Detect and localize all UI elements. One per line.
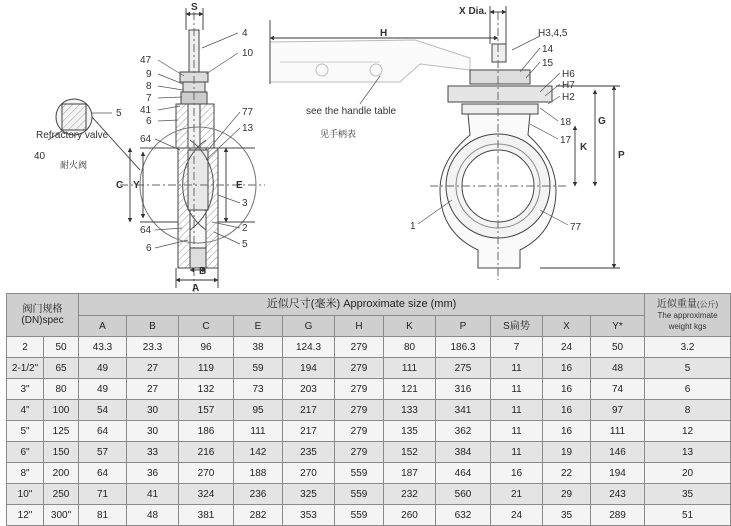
column-header: S扁势 bbox=[491, 316, 543, 337]
column-header: E bbox=[234, 316, 283, 337]
dim-label-h345: H3,4,5 bbox=[538, 28, 568, 39]
table-cell: 35 bbox=[543, 505, 591, 526]
part-5-top: 5 bbox=[116, 108, 122, 119]
table-row bbox=[7, 484, 731, 505]
column-header: A bbox=[79, 316, 127, 337]
table-cell: 125 bbox=[44, 421, 79, 442]
table-cell: 4" bbox=[7, 400, 44, 421]
table-cell: 217 bbox=[283, 400, 335, 421]
part-13: 13 bbox=[242, 123, 254, 134]
table-cell: 11 bbox=[491, 421, 543, 442]
dim-label-k: K bbox=[580, 142, 588, 153]
front-view bbox=[270, 12, 566, 280]
table-cell: 49 bbox=[79, 358, 127, 379]
table-cell: 49 bbox=[79, 379, 127, 400]
part-3: 3 bbox=[242, 198, 248, 209]
weight-unit-cn: (公斤) bbox=[696, 299, 719, 309]
table-cell: 232 bbox=[384, 484, 436, 505]
table-cell: 16 bbox=[543, 358, 591, 379]
column-header-row bbox=[7, 316, 731, 337]
table-cell: 43.3 bbox=[79, 337, 127, 358]
table-cell: 6 bbox=[645, 379, 731, 400]
table-cell: 203 bbox=[283, 379, 335, 400]
table-cell: 73 bbox=[234, 379, 283, 400]
table-cell: 121 bbox=[384, 379, 436, 400]
table-cell: 300" bbox=[44, 505, 79, 526]
column-header: Y* bbox=[591, 316, 645, 337]
table-cell: 33 bbox=[127, 442, 179, 463]
table-cell: 111 bbox=[591, 421, 645, 442]
table-cell: 71 bbox=[79, 484, 127, 505]
table-cell: 12" bbox=[7, 505, 44, 526]
table-cell: 21 bbox=[491, 484, 543, 505]
table-cell: 27 bbox=[127, 358, 179, 379]
table-cell: 11 bbox=[491, 442, 543, 463]
table-cell: 8" bbox=[7, 463, 44, 484]
table-cell: 235 bbox=[283, 442, 335, 463]
table-cell: 325 bbox=[283, 484, 335, 505]
spec-header-cn: 阀门规格 bbox=[22, 304, 63, 315]
dims-header-en: Approximate size (mm) bbox=[343, 298, 457, 310]
table-cell: 216 bbox=[179, 442, 234, 463]
table-cell: 16 bbox=[543, 400, 591, 421]
part-6-bottom: 6 bbox=[146, 243, 152, 254]
table-cell: 16 bbox=[543, 421, 591, 442]
table-cell: 38 bbox=[234, 337, 283, 358]
refractory-label-en: Refractory valve bbox=[36, 130, 109, 141]
table-cell: 243 bbox=[591, 484, 645, 505]
table-cell: 7 bbox=[491, 337, 543, 358]
table-cell: 54 bbox=[79, 400, 127, 421]
table-cell: 35 bbox=[645, 484, 731, 505]
table-cell: 16 bbox=[491, 463, 543, 484]
part-40: 40 bbox=[34, 151, 46, 162]
table-cell: 188 bbox=[234, 463, 283, 484]
table-cell: 194 bbox=[591, 463, 645, 484]
table-row bbox=[7, 421, 731, 442]
refractory-label-cn: 耐火阀 bbox=[60, 160, 88, 170]
table-cell: 24 bbox=[543, 337, 591, 358]
part-4: 4 bbox=[242, 28, 248, 39]
table-cell: 5" bbox=[7, 421, 44, 442]
table-cell: 152 bbox=[384, 442, 436, 463]
table-cell: 217 bbox=[283, 421, 335, 442]
table-cell: 324 bbox=[179, 484, 234, 505]
dim-label-s: S bbox=[191, 2, 198, 13]
table-cell: 12 bbox=[645, 421, 731, 442]
part-h7: H7 bbox=[562, 80, 575, 91]
table-cell: 27 bbox=[127, 379, 179, 400]
part-14: 14 bbox=[542, 44, 554, 55]
table-cell: 5 bbox=[645, 358, 731, 379]
table-cell: 20 bbox=[645, 463, 731, 484]
part-47: 47 bbox=[140, 55, 152, 66]
table-cell: 10" bbox=[7, 484, 44, 505]
table-cell: 146 bbox=[591, 442, 645, 463]
dim-label-y: Y bbox=[133, 180, 140, 191]
part-h2: H2 bbox=[562, 92, 575, 103]
table-cell: 23.3 bbox=[127, 337, 179, 358]
table-cell: 65 bbox=[44, 358, 79, 379]
part-h6: H6 bbox=[562, 69, 575, 80]
table-cell: 362 bbox=[436, 421, 491, 442]
table-cell: 279 bbox=[335, 379, 384, 400]
table-cell: 132 bbox=[179, 379, 234, 400]
table-row bbox=[7, 505, 731, 526]
table-cell: 2 bbox=[7, 337, 44, 358]
table-cell: 24 bbox=[491, 505, 543, 526]
part-2: 2 bbox=[242, 223, 248, 234]
table-cell: 74 bbox=[591, 379, 645, 400]
part-8: 8 bbox=[146, 81, 152, 92]
table-cell: 200 bbox=[44, 463, 79, 484]
table-cell: 279 bbox=[335, 421, 384, 442]
table-cell: 289 bbox=[591, 505, 645, 526]
table-cell: 11 bbox=[491, 379, 543, 400]
table-row bbox=[7, 379, 731, 400]
table-cell: 50 bbox=[44, 337, 79, 358]
table-cell: 270 bbox=[179, 463, 234, 484]
part-77: 77 bbox=[242, 107, 254, 118]
dims-header-cn: 近似尺寸(毫米) bbox=[266, 298, 341, 310]
table-cell: 41 bbox=[127, 484, 179, 505]
table-cell: 279 bbox=[335, 442, 384, 463]
table-cell: 57 bbox=[79, 442, 127, 463]
table-cell: 50 bbox=[591, 337, 645, 358]
table-cell: 194 bbox=[283, 358, 335, 379]
table-cell: 96 bbox=[179, 337, 234, 358]
table-cell: 30 bbox=[127, 421, 179, 442]
part-10: 10 bbox=[242, 48, 254, 59]
part-17: 17 bbox=[560, 135, 572, 146]
table-cell: 236 bbox=[234, 484, 283, 505]
table-cell: 632 bbox=[436, 505, 491, 526]
table-cell: 3" bbox=[7, 379, 44, 400]
column-header: B bbox=[127, 316, 179, 337]
table-cell: 133 bbox=[384, 400, 436, 421]
table-cell: 464 bbox=[436, 463, 491, 484]
table-cell: 13 bbox=[645, 442, 731, 463]
column-header: G bbox=[283, 316, 335, 337]
table-cell: 8 bbox=[645, 400, 731, 421]
table-cell: 11 bbox=[491, 400, 543, 421]
part-5-bottom: 5 bbox=[242, 239, 248, 250]
table-row bbox=[7, 442, 731, 463]
column-header: K bbox=[384, 316, 436, 337]
handle-note-en: see the handle table bbox=[306, 106, 397, 117]
table-cell: 30 bbox=[127, 400, 179, 421]
table-cell: 59 bbox=[234, 358, 283, 379]
table-body bbox=[7, 337, 731, 526]
part-64-top: 64 bbox=[140, 134, 152, 145]
table-cell: 22 bbox=[543, 463, 591, 484]
dim-label-c: C bbox=[116, 180, 124, 191]
dim-label-p: P bbox=[618, 150, 625, 161]
table-cell: 384 bbox=[436, 442, 491, 463]
table-cell: 81 bbox=[79, 505, 127, 526]
table-cell: 316 bbox=[436, 379, 491, 400]
weight-header-en: The approximate weight kgs bbox=[657, 310, 718, 331]
handle-note-cn: 见手柄表 bbox=[320, 129, 357, 139]
table-cell: 279 bbox=[335, 337, 384, 358]
table-cell: 559 bbox=[335, 463, 384, 484]
table-cell: 124.3 bbox=[283, 337, 335, 358]
dimension-table bbox=[6, 293, 731, 526]
table-cell: 135 bbox=[384, 421, 436, 442]
spec-header-en: (DN)spec bbox=[21, 315, 64, 326]
dims-header bbox=[79, 294, 645, 316]
part-6: 6 bbox=[146, 116, 152, 127]
table-cell: 353 bbox=[283, 505, 335, 526]
table-row bbox=[7, 337, 731, 358]
table-cell: 282 bbox=[234, 505, 283, 526]
table-cell: 2-1/2" bbox=[7, 358, 44, 379]
column-header: P bbox=[436, 316, 491, 337]
part-41: 41 bbox=[140, 105, 152, 116]
weight-header-cn: 近似重量 bbox=[656, 298, 697, 310]
table-cell: 48 bbox=[591, 358, 645, 379]
table-cell: 381 bbox=[179, 505, 234, 526]
dim-label-x-dia: X Dia. bbox=[459, 6, 487, 17]
table-cell: 29 bbox=[543, 484, 591, 505]
table-cell: 186 bbox=[179, 421, 234, 442]
table-cell: 260 bbox=[384, 505, 436, 526]
part-77-right: 77 bbox=[570, 222, 582, 233]
table-cell: 559 bbox=[335, 484, 384, 505]
table-cell: 64 bbox=[79, 421, 127, 442]
column-header: H bbox=[335, 316, 384, 337]
dim-label-h: H bbox=[380, 28, 388, 39]
dim-label-e: E bbox=[236, 180, 243, 191]
table-cell: 100 bbox=[44, 400, 79, 421]
dim-label-b: B bbox=[199, 266, 207, 277]
dim-label-g: G bbox=[598, 116, 606, 127]
table-cell: 16 bbox=[543, 379, 591, 400]
table-cell: 279 bbox=[335, 400, 384, 421]
part-18: 18 bbox=[560, 117, 572, 128]
table-cell: 80 bbox=[384, 337, 436, 358]
table-cell: 3.2 bbox=[645, 337, 731, 358]
table-cell: 97 bbox=[591, 400, 645, 421]
table-cell: 11 bbox=[491, 358, 543, 379]
table-cell: 111 bbox=[384, 358, 436, 379]
column-header: C bbox=[179, 316, 234, 337]
table-cell: 6" bbox=[7, 442, 44, 463]
dim-label-a: A bbox=[192, 283, 200, 294]
table-cell: 187 bbox=[384, 463, 436, 484]
column-header: X bbox=[543, 316, 591, 337]
table-cell: 95 bbox=[234, 400, 283, 421]
table-cell: 111 bbox=[234, 421, 283, 442]
table-cell: 157 bbox=[179, 400, 234, 421]
table-cell: 559 bbox=[335, 505, 384, 526]
table-cell: 341 bbox=[436, 400, 491, 421]
table-row bbox=[7, 463, 731, 484]
table-cell: 270 bbox=[283, 463, 335, 484]
table-cell: 19 bbox=[543, 442, 591, 463]
table-cell: 80 bbox=[44, 379, 79, 400]
spec-header bbox=[7, 294, 79, 337]
table-cell: 64 bbox=[79, 463, 127, 484]
part-7: 7 bbox=[146, 93, 152, 104]
table-cell: 275 bbox=[436, 358, 491, 379]
part-1: 1 bbox=[410, 221, 416, 232]
table-cell: 119 bbox=[179, 358, 234, 379]
table-cell: 560 bbox=[436, 484, 491, 505]
table-cell: 48 bbox=[127, 505, 179, 526]
table-cell: 279 bbox=[335, 358, 384, 379]
table-cell: 250 bbox=[44, 484, 79, 505]
table-row bbox=[7, 400, 731, 421]
table-cell: 51 bbox=[645, 505, 731, 526]
weight-header bbox=[645, 294, 731, 337]
table-cell: 36 bbox=[127, 463, 179, 484]
part-64-bottom: 64 bbox=[140, 225, 152, 236]
table-cell: 150 bbox=[44, 442, 79, 463]
table-row bbox=[7, 358, 731, 379]
table-cell: 142 bbox=[234, 442, 283, 463]
part-9: 9 bbox=[146, 69, 152, 80]
part-15: 15 bbox=[542, 58, 554, 69]
table-cell: 186.3 bbox=[436, 337, 491, 358]
